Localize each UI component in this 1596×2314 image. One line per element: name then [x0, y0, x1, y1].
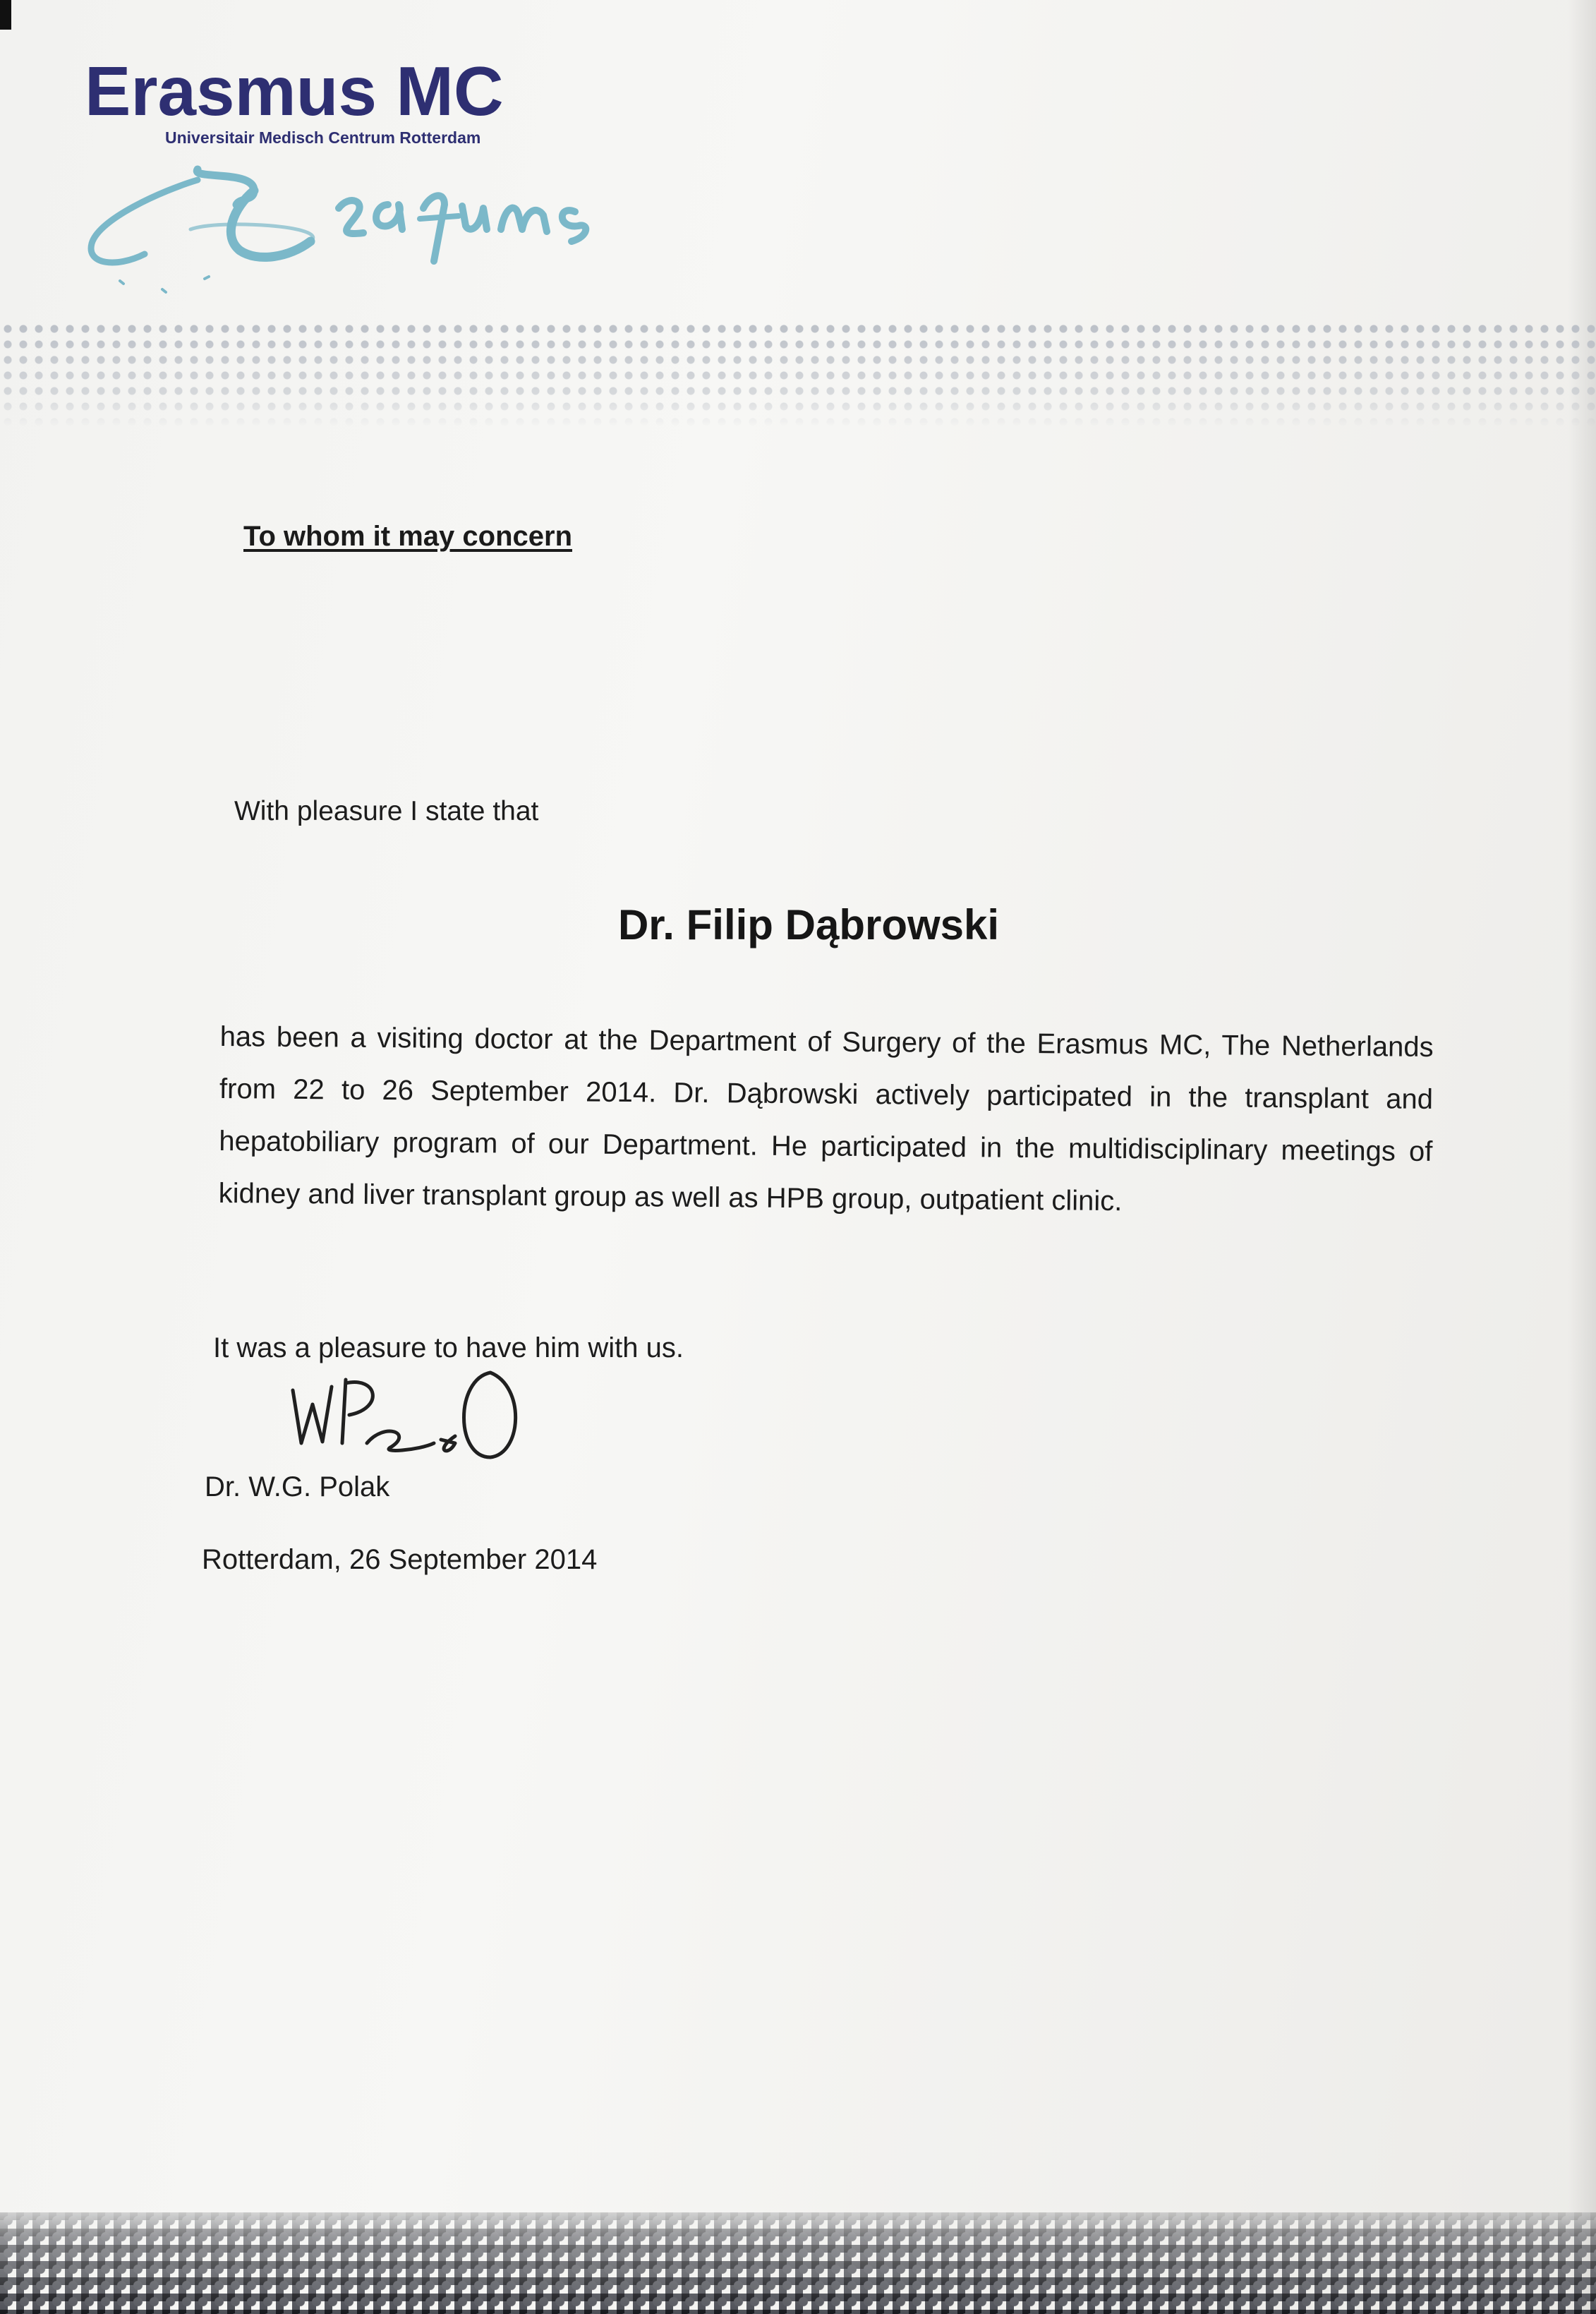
- honoree-name: Dr. Filip Dąbrowski: [617, 901, 1000, 948]
- intro-line: With pleasure I state that: [234, 796, 539, 826]
- salutation: To whom it may concern: [243, 521, 572, 552]
- dot-pattern-top: [0, 321, 1596, 427]
- logo-brand-name: Erasmus MC: [85, 52, 504, 130]
- letter-body: has been a visiting doctor at the Department of Surgery of the Erasmus MC, The Netherlands from 22 to 26 September 2014. Dr. Dąbrowski actively participated in the transplant and hepatobiliary program of our Department. He participated in the multidisciplinary meetings of kidney and liver transplant group as well as HPB group, outpatient clinic.: [218, 1020, 1434, 1217]
- signer-name: Dr. W.G. Polak: [205, 1471, 390, 1502]
- erasmus-script-logo-icon: [78, 52, 663, 296]
- closing-line: It was a pleasure to have him with us.: [213, 1332, 684, 1363]
- handwritten-signature: [279, 1337, 533, 1478]
- logo-subtitle: Universitair Medisch Centrum Rotterdam: [165, 128, 481, 147]
- binder-edge: [0, 0, 11, 30]
- place-and-date: Rotterdam, 26 September 2014: [202, 1544, 598, 1575]
- dot-pattern-bottom: [0, 2212, 1596, 2314]
